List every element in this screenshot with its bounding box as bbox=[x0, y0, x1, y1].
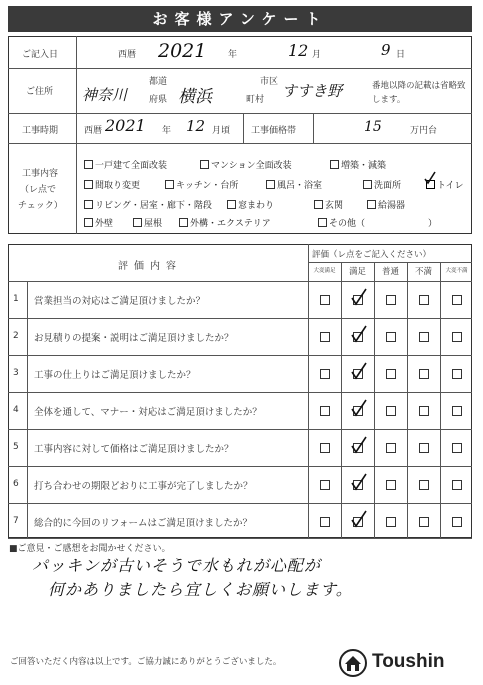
rating-checkbox[interactable] bbox=[452, 443, 462, 453]
work-option[interactable]: 増築・減築 bbox=[330, 158, 386, 171]
date-day-value[interactable]: 9 bbox=[381, 41, 391, 59]
date-label: ご記入日 bbox=[22, 50, 59, 60]
work-option[interactable]: 外構・エクステリア bbox=[179, 216, 271, 229]
date-month-value[interactable]: 12 bbox=[288, 41, 309, 60]
rating-checkbox[interactable] bbox=[419, 406, 429, 416]
rating-checkbox[interactable] bbox=[419, 369, 429, 379]
date-year-value[interactable]: 2021 bbox=[158, 40, 207, 62]
rating-checkbox[interactable] bbox=[386, 295, 396, 305]
brand-name: Toushin bbox=[372, 651, 445, 672]
rating-scale-header: 大変満足 満足 普通 不満 大変不満 bbox=[313, 267, 468, 277]
work-option[interactable]: 玄関 bbox=[314, 198, 343, 211]
rating-checkbox[interactable] bbox=[320, 443, 330, 453]
date-month-unit: 月 bbox=[312, 50, 322, 60]
check-mark-icon bbox=[350, 324, 368, 344]
address-label: ご住所 bbox=[26, 87, 54, 97]
work-label-2: （レ点で bbox=[20, 185, 57, 195]
period-label: 工事時期 bbox=[22, 126, 59, 136]
work-option[interactable]: キッチン・台所 bbox=[165, 178, 238, 191]
price-label: 工事価格帯 bbox=[251, 126, 297, 136]
check-mark-icon bbox=[350, 435, 368, 455]
rating-checkbox[interactable] bbox=[320, 369, 330, 379]
prefecture-value[interactable]: 神奈川 bbox=[82, 86, 128, 104]
footer-text: ご回答いただく内容は以上です。ご協力誠にありがとうございました。 bbox=[10, 657, 282, 667]
comment-line-1[interactable]: パッキンが古いそうで水もれが心配が bbox=[32, 556, 321, 575]
work-option-selected[interactable]: トイレ bbox=[426, 178, 464, 191]
period-year-value[interactable]: 2021 bbox=[105, 116, 146, 135]
check-mark-icon bbox=[423, 170, 437, 186]
rating-checkbox[interactable] bbox=[320, 295, 330, 305]
work-option[interactable]: 風呂・浴室 bbox=[266, 178, 322, 191]
question-text: 総合的に今回のリフォームはご満足頂けましたか？ bbox=[34, 518, 253, 529]
question-text: 全体を通して、マナー・対応はご満足頂けましたか？ bbox=[34, 407, 262, 418]
period-era-label: 西暦 bbox=[84, 126, 103, 136]
rating-checkbox[interactable] bbox=[452, 369, 462, 379]
rating-checkbox[interactable] bbox=[452, 480, 462, 490]
period-year-unit: 年 bbox=[162, 126, 172, 136]
rating-checkbox[interactable] bbox=[419, 332, 429, 342]
date-year-unit: 年 bbox=[228, 50, 238, 60]
date-day-unit: 日 bbox=[396, 50, 406, 60]
question-number: 7 bbox=[13, 516, 19, 526]
rating-checkbox[interactable] bbox=[320, 332, 330, 342]
question-number: 5 bbox=[13, 442, 19, 452]
work-option[interactable]: リビング・居室・廊下・階段 bbox=[84, 198, 212, 211]
city-unit-2: 町村 bbox=[246, 95, 265, 105]
work-option[interactable]: 給湯器 bbox=[367, 198, 405, 211]
period-month-value[interactable]: 12 bbox=[186, 117, 206, 135]
city-unit-1: 市区 bbox=[260, 77, 279, 87]
work-option[interactable]: その他（ ） bbox=[318, 216, 437, 229]
period-month-unit: 月頃 bbox=[212, 126, 231, 136]
rating-checkbox[interactable] bbox=[419, 295, 429, 305]
rating-checkbox[interactable] bbox=[320, 406, 330, 416]
question-number: 1 bbox=[13, 294, 19, 304]
rating-checkbox[interactable] bbox=[386, 369, 396, 379]
rating-checkbox[interactable] bbox=[320, 480, 330, 490]
work-label-3: チェック） bbox=[18, 201, 63, 211]
toushin-logo-icon bbox=[338, 648, 368, 678]
question-text: 打ち合わせの期限どおりに工事が完了しましたか？ bbox=[34, 481, 253, 492]
city-value[interactable]: 横浜 bbox=[178, 87, 212, 107]
rating-checkbox[interactable] bbox=[452, 295, 462, 305]
check-mark-icon bbox=[350, 509, 368, 529]
comments-label: ■ご意見・ご感想をお聞かせください。 bbox=[9, 544, 171, 554]
work-option[interactable]: 屋根 bbox=[133, 216, 162, 229]
check-mark-icon bbox=[350, 361, 368, 381]
question-number: 2 bbox=[13, 331, 19, 341]
pref-unit-1: 都道 bbox=[149, 77, 168, 87]
rating-checkbox[interactable] bbox=[386, 443, 396, 453]
rating-checkbox[interactable] bbox=[452, 406, 462, 416]
price-unit: 万円台 bbox=[410, 126, 438, 136]
work-option[interactable]: 窓まわり bbox=[227, 198, 274, 211]
rating-checkbox[interactable] bbox=[386, 332, 396, 342]
question-number: 3 bbox=[13, 368, 19, 378]
check-mark-icon bbox=[350, 398, 368, 418]
survey-title: お客様アンケート bbox=[8, 6, 472, 32]
rating-checkbox[interactable] bbox=[419, 480, 429, 490]
question-number: 6 bbox=[13, 479, 19, 489]
address-note: 番地以降の記載は省略致します。 bbox=[372, 81, 466, 105]
question-text: お見積りの提案・説明はご満足頂けましたか？ bbox=[34, 333, 234, 344]
question-text: 工事の仕上りはご満足頂けましたか？ bbox=[34, 370, 196, 381]
rating-checkbox[interactable] bbox=[386, 517, 396, 527]
rating-checkbox[interactable] bbox=[386, 406, 396, 416]
work-option[interactable]: 外壁 bbox=[84, 216, 113, 229]
check-mark-icon bbox=[350, 287, 368, 307]
question-text: 工事内容に対して価格はご満足頂けましたか？ bbox=[34, 444, 234, 455]
check-mark-icon bbox=[350, 472, 368, 492]
work-option[interactable]: 間取り変更 bbox=[84, 178, 140, 191]
town-value[interactable]: すすき野 bbox=[282, 82, 343, 100]
work-option[interactable]: 一戸建て全面改装 bbox=[84, 158, 167, 171]
evaluation-table bbox=[8, 244, 472, 538]
work-option[interactable]: マンション全面改装 bbox=[200, 158, 292, 171]
rating-checkbox[interactable] bbox=[320, 517, 330, 527]
pref-unit-2: 府県 bbox=[149, 95, 168, 105]
price-value[interactable]: 15 bbox=[364, 119, 382, 135]
work-option[interactable]: 洗面所 bbox=[363, 178, 401, 191]
question-text: 営業担当の対応はご満足頂けましたか？ bbox=[34, 296, 206, 307]
date-era-label: 西暦 bbox=[118, 50, 137, 60]
comment-line-2[interactable]: 何かありましたら宜しくお願いします。 bbox=[48, 580, 353, 599]
work-label-1: 工事内容 bbox=[22, 169, 59, 179]
rating-checkbox[interactable] bbox=[419, 517, 429, 527]
eval-content-header: 評価内容 bbox=[118, 261, 182, 272]
rating-checkbox[interactable] bbox=[419, 443, 429, 453]
rating-checkbox[interactable] bbox=[452, 332, 462, 342]
question-number: 4 bbox=[13, 405, 19, 415]
rating-checkbox[interactable] bbox=[386, 480, 396, 490]
rating-header: 評価（レ点をご記入ください） bbox=[312, 250, 432, 260]
rating-checkbox[interactable] bbox=[452, 517, 462, 527]
